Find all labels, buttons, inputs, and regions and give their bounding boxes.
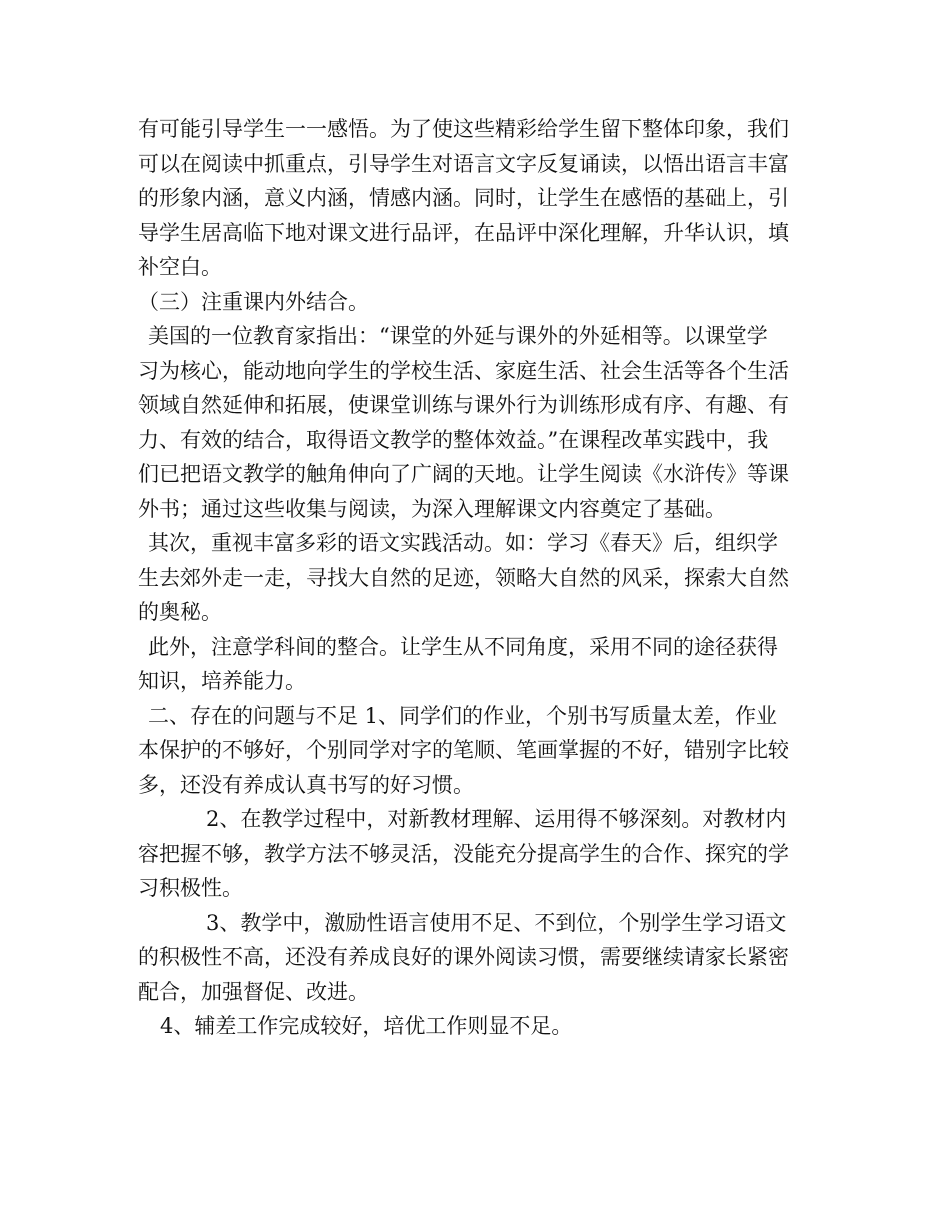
text-line: 多，还没有养成认真书写的好习惯。 [138,772,474,797]
text-line: 的奥秘。 [138,600,222,624]
text-line: 可以在阅读中抓重点，引导学生对语言文字反复诵读，以悟出语言丰富 [138,151,789,176]
text-line: 领域自然延伸和拓展，使课堂训练与课外行为训练形成有序、有趣、有 [138,393,789,417]
text-line: 容把握不够，教学方法不够灵活，没能充分提高学生的合作、探究的学 [138,841,789,866]
text-line: 习为核心，能动地向学生的学校生活、家庭生活、社会生活等各个生活 [138,358,789,383]
text-line: 配合，加强督促、改进。 [138,979,369,1004]
text-line: 美国的一位教育家指出：“课堂的外延与课外的外延相等。以课堂学 [148,324,768,348]
text-line: 2、在教学过程中，对新教材理解、运用得不够深刻。对教材内 [206,807,787,831]
text-line: 4、辅差工作完成较好，培优工作则显不足。 [160,1014,573,1038]
text-line: 力、有效的结合，取得语文教学的整体效益。”在课程改革实践中，我 [138,427,769,452]
text-line: 生去郊外走一走，寻找大自然的足迹，领略大自然的风采，探索大自然 [138,565,789,590]
text-line: 习积极性。 [138,876,243,900]
text-line: 有可能引导学生一一感悟。为了使这些精彩给学生留下整体印象，我们 [138,117,789,141]
text-line: 外书；通过这些收集与阅读，为深入理解课文内容奠定了基础。 [138,496,726,521]
section-heading: 二、存在的问题与不足 1、同学们的作业，个别书写质量太差，作业 [148,703,778,728]
text-line: 此外，注意学科间的整合。让学生从不同角度，采用不同的途径获得 [148,634,778,659]
text-line: 知识，培养能力。 [138,669,306,693]
section-heading: （三）注重课内外结合。 [138,289,369,314]
text-line: 本保护的不够好，个别同学对字的笔顺、笔画掌握的不好，错别字比较 [138,738,789,762]
text-line: 们已把语文教学的触角伸向了广阔的天地。让学生阅读《水浒传》等课 [138,462,789,486]
body-text [138,112,818,1044]
text-line: 的积极性不高，还没有养成良好的课外阅读习惯，需要继续请家长紧密 [138,945,789,969]
text-line: 3、教学中，激励性语言使用不足、不到位，个别学生学习语文 [206,910,787,935]
text-line: 的形象内涵，意义内涵，情感内涵。同时，让学生在感悟的基础上，引 [138,186,789,210]
text-line: 其次，重视丰富多彩的语文实践活动。如：学习《春天》后，组织学 [148,531,778,555]
text-line: 导学生居高临下地对课文进行品评，在品评中深化理解，升华认识，填 [138,220,789,245]
text-line: 补空白。 [138,255,222,279]
